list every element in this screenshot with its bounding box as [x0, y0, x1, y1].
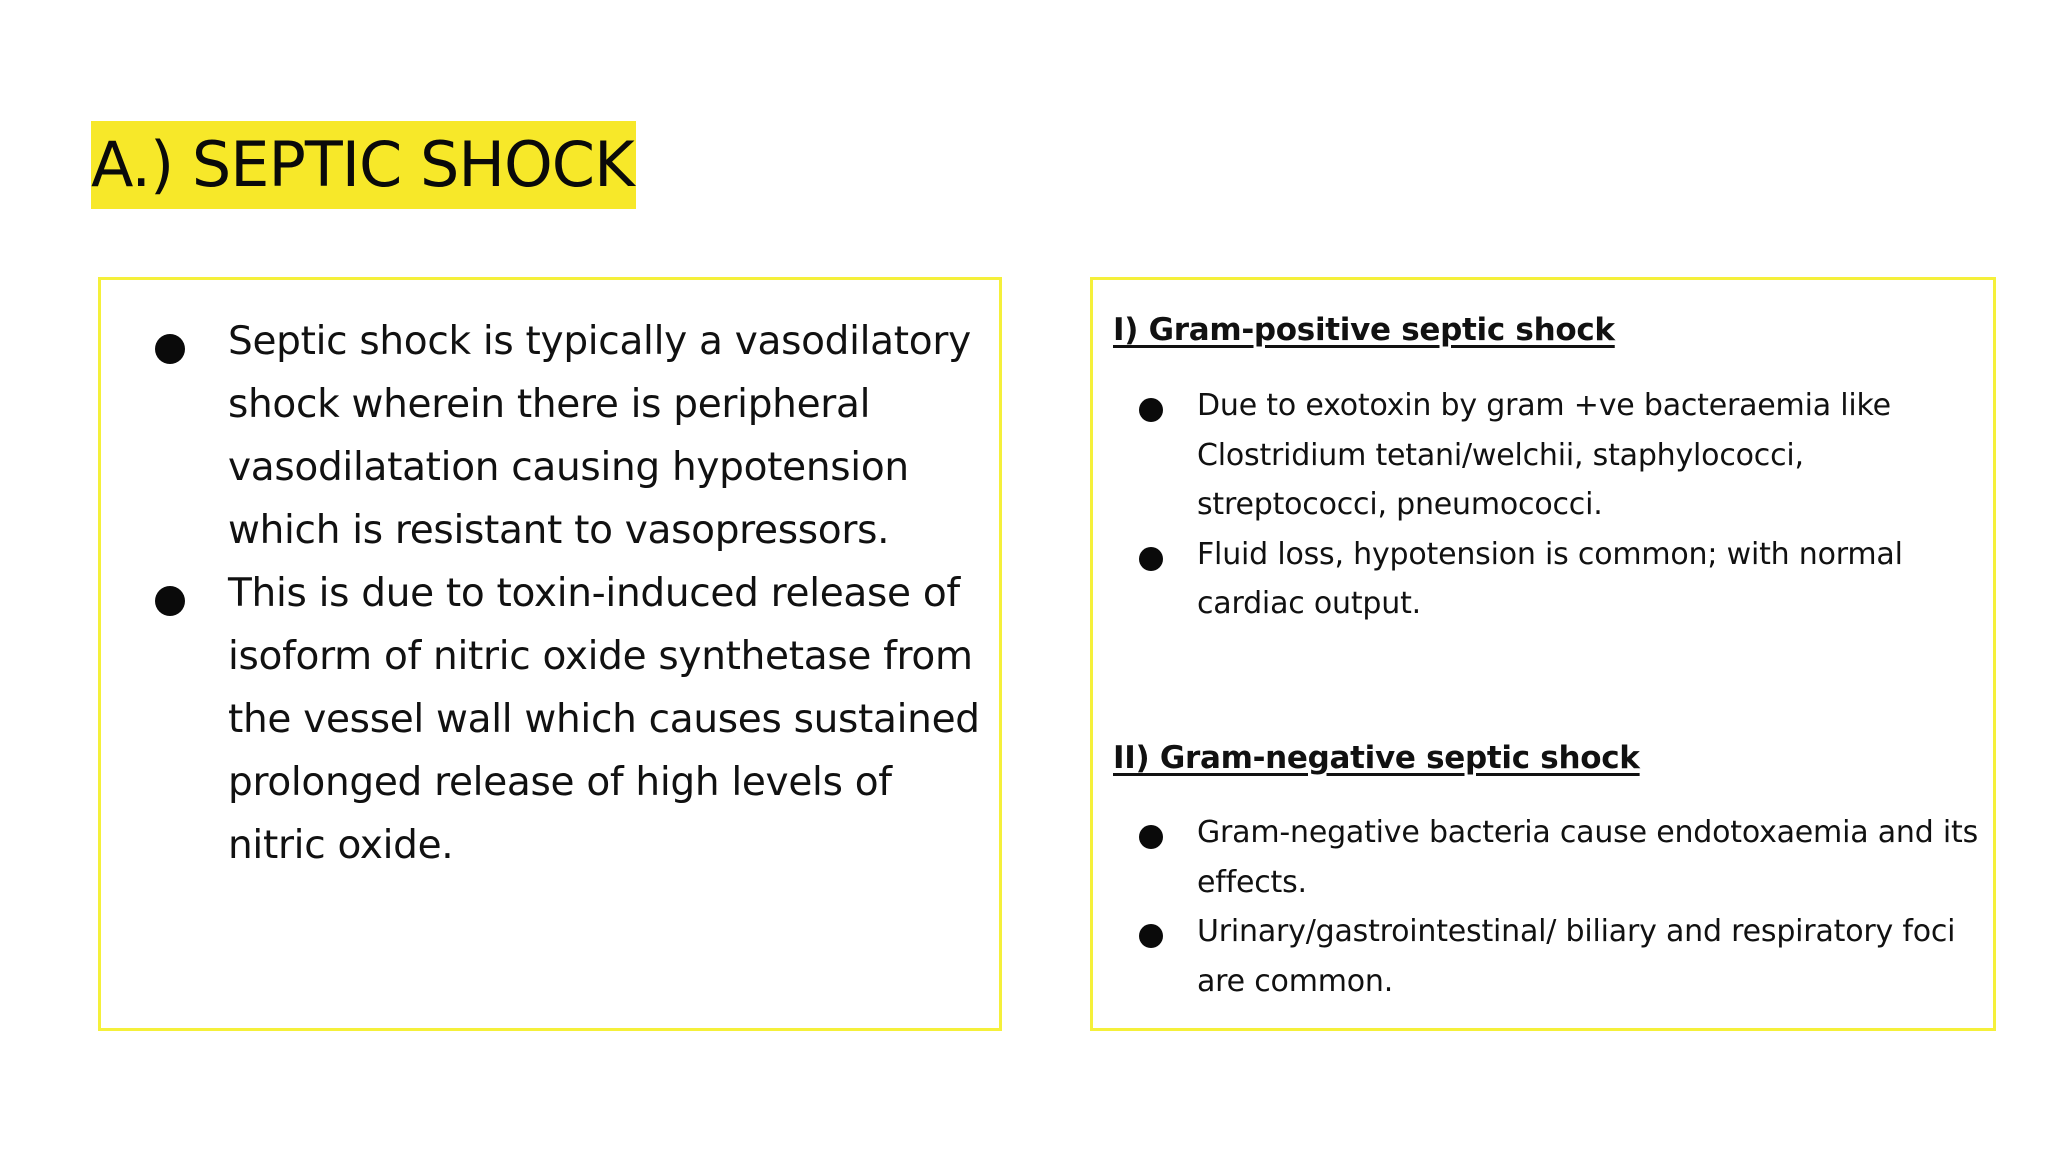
bullet-text: Fluid loss, hypotension is common; with normal cardiac output. — [1197, 536, 1903, 621]
slide-title: A.) SEPTIC SHOCK — [91, 121, 636, 209]
list-item — [155, 310, 991, 562]
bullet-dot-icon — [1139, 398, 1163, 422]
bullet-dot-icon — [155, 586, 185, 616]
bullet-text: Septic shock is typically a vasodilatory shock wherein there is peripheral vasodilatation causing hypotension which is resistant to vasopressors. — [228, 319, 971, 553]
septic-shock-definition-box — [98, 277, 1002, 1031]
bullet-text: Urinary/gastrointestinal/ biliary and respiratory foci are common. — [1197, 914, 1956, 999]
gram-positive-bullet-list — [1139, 381, 1989, 629]
bullet-text: Gram-negative bacteria cause endotoxaemia and its effects. — [1197, 815, 1979, 900]
bullet-text: This is due to toxin-induced release of isoform of nitric oxide synthetase from the vessel wall which causes sustained prolonged release of high levels of nitric oxide. — [228, 571, 980, 868]
septic-shock-types-box — [1090, 277, 1996, 1031]
bullet-dot-icon — [155, 334, 185, 364]
bullet-dot-icon — [1139, 547, 1163, 571]
bullet-dot-icon — [1139, 825, 1163, 849]
gram-positive-heading: I) Gram-positive septic shock — [1113, 312, 1615, 348]
list-item — [1139, 907, 1989, 1006]
gram-negative-bullet-list — [1139, 808, 1989, 1006]
list-item — [1139, 808, 1989, 907]
gram-negative-heading: II) Gram-negative septic shock — [1113, 740, 1640, 776]
definition-bullet-list — [155, 310, 991, 877]
list-item — [155, 562, 991, 877]
bullet-dot-icon — [1139, 924, 1163, 948]
bullet-text: Due to exotoxin by gram +ve bacteraemia like Clostridium tetani/welchii, staphylococci, streptococci, pneumococci. — [1197, 388, 1891, 522]
list-item — [1139, 381, 1989, 530]
list-item — [1139, 530, 1989, 629]
